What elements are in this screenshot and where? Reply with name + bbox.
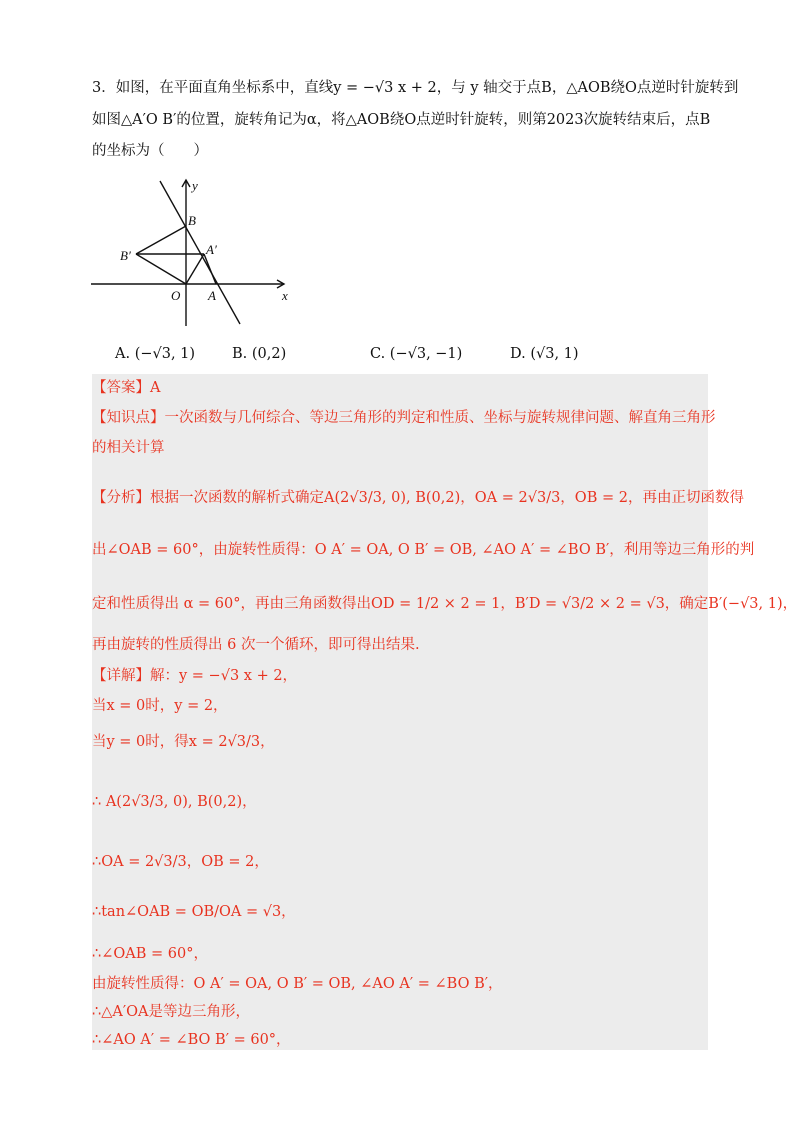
option-d: D. (√3, 1) (510, 346, 579, 362)
detail-line-7: ∴∠OAB = 60°， (92, 946, 208, 962)
analysis-line-4: 再由旋转的性质得出 6 次一个循环，即可得出结果. (92, 637, 420, 653)
question-line-3: 的坐标为（ ） (92, 143, 208, 159)
label-a: A (208, 288, 216, 303)
label-b-prime: B′ (120, 248, 131, 263)
label-a-prime: A′ (206, 242, 217, 257)
detail-line-8: 由旋转性质得：O A′ = OA, O B′ = OB, ∠AO A′ = ∠BO B′， (92, 976, 503, 992)
detail-line-10: ∴∠AO A′ = ∠BO B′ = 60°， (92, 1032, 291, 1048)
label-b: B (188, 213, 196, 228)
coordinate-figure (88, 176, 298, 332)
detail-line-9: ∴△A′OA是等边三角形， (92, 1004, 250, 1020)
analysis-line-3: 定和性质得出 α = 60°，再由三角函数得出OD = 1/2 × 2 = 1，B′D = √3/2 × 2 = √3，确定B′(−√3, 1)， (92, 596, 798, 612)
detail-line-4: ∴ A(2√3/3, 0), B(0,2)， (92, 794, 257, 810)
detail-line-5: ∴OA = 2√3/3，OB = 2， (92, 854, 269, 870)
label-o: O (171, 288, 181, 303)
segment-bprime-o (136, 254, 186, 284)
segment-aprime-a (204, 254, 216, 284)
question-line-2: 如图△A′O B′的位置，旋转角记为α，将△AOB绕O点逆时针旋转，则第2023次旋转结束后，点B (92, 112, 711, 128)
option-c: C. (−√3, −1) (370, 346, 463, 362)
analysis-line-1: 【分析】根据一次函数的解析式确定A(2√3/3, 0), B(0,2)，OA = 2√3/3，OB = 2，再由正切函数得 (92, 490, 744, 506)
knowledge-line-2: 的相关计算 (92, 440, 165, 456)
segment-bprime-b (136, 226, 186, 254)
segment-aprime-o (186, 254, 204, 284)
detail-line-6: ∴tan∠OAB = OB/OA = √3， (92, 904, 296, 920)
answer: 【答案】A (92, 380, 161, 396)
detail-line-2: 当x = 0时，y = 2， (92, 698, 228, 714)
analysis-line-2: 出∠OAB = 60°，由旋转性质得：O A′ = OA, O B′ = OB, ∠AO A′ = ∠BO B′，利用等边三角形的判 (92, 542, 755, 558)
option-a: A. (−√3, 1) (115, 346, 196, 362)
question-line-1: 3．如图，在平面直角坐标系中，直线y = −√3 x + 2，与 y 轴交于点B，△AOB绕O点逆时针旋转到 (92, 80, 739, 96)
knowledge-line-1: 【知识点】一次函数与几何综合、等边三角形的判定和性质、坐标与旋转规律问题、解直角三角形 (92, 410, 716, 426)
label-x: x (282, 288, 288, 303)
detail-line-1: 【详解】解：y = −√3 x + 2， (92, 668, 298, 684)
option-b: B. (0,2) (232, 346, 287, 362)
detail-line-3: 当y = 0时，得x = 2√3/3， (92, 734, 275, 750)
label-y: y (192, 178, 198, 193)
